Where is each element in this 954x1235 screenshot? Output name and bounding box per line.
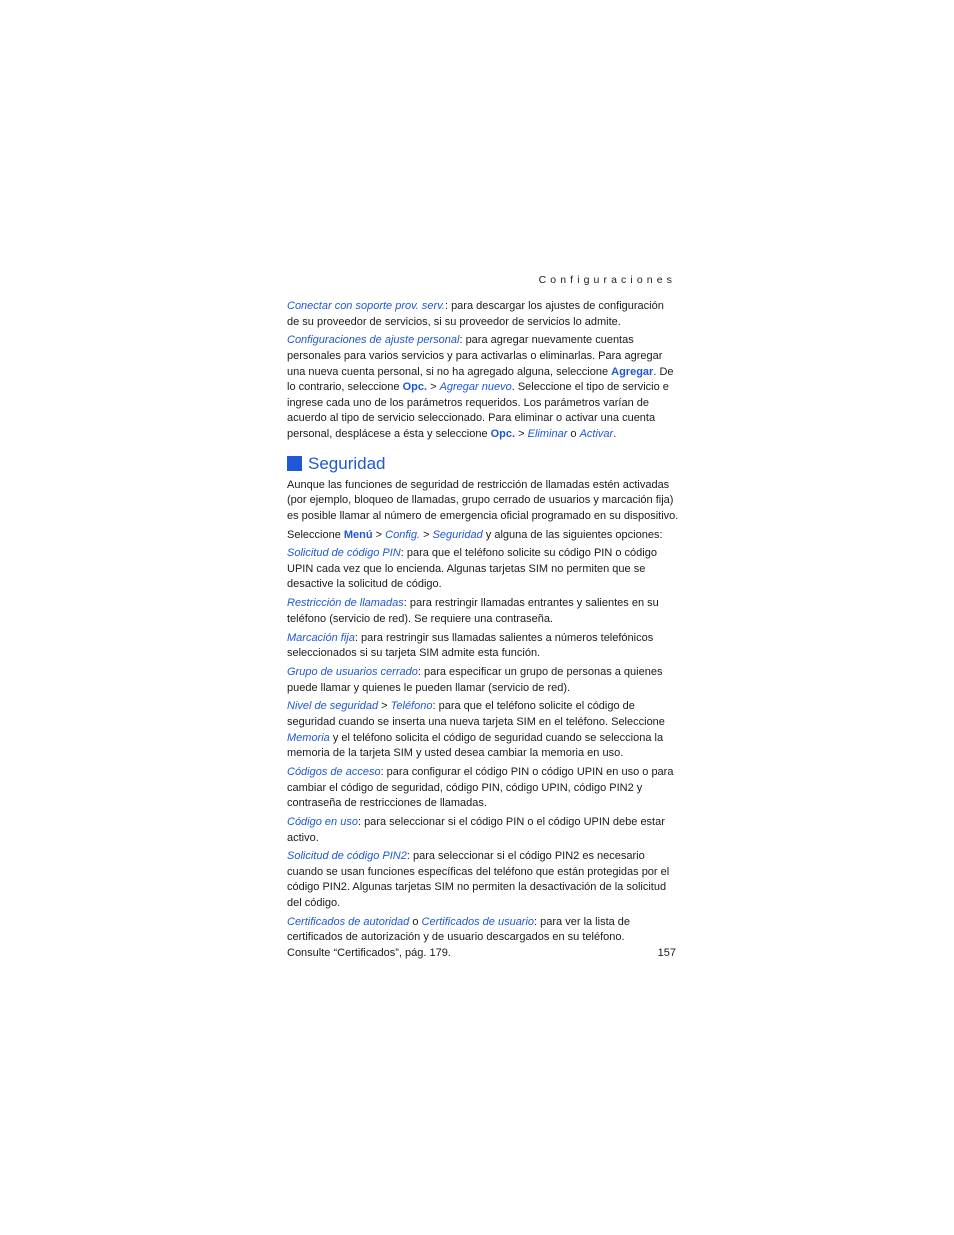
option-description: : para agregar nuevamente cuentas personales para varios servicios y para activarlas o eliminarlas. Para agregar una nueva cuenta personal, si no ha agregado alguna, seleccione: [287, 334, 663, 378]
option-grupo-usuarios: [287, 665, 679, 696]
menu-item-agregar-nuevo: Agregar nuevo: [439, 381, 512, 394]
period: .: [613, 427, 617, 440]
option-description: : para ver la lista de certificados de autorización y de usuario descargados en su teléfono.: [287, 915, 631, 944]
option-solicitud-pin2: [287, 849, 679, 911]
path-separator: >: [515, 427, 528, 440]
running-header: Configuraciones: [538, 274, 676, 286]
option-term: Marcación fija: [287, 631, 355, 644]
option-description: : para especificar un grupo de personas a quienes puede llamar y quienes le pueden llamar (servicio de red).: [287, 666, 663, 694]
menu-item-memoria: Memoria: [287, 731, 330, 744]
option-description: : para que el teléfono solicite su código PIN o código UPIN cada vez que lo encienda. Algunas tarjetas SIM no permiten que se desactive la solicitud de código.: [287, 547, 657, 591]
option-term: Códigos de acceso: [287, 765, 381, 778]
option-term: Solicitud de código PIN: [287, 547, 401, 560]
option-term: Teléfono: [390, 700, 433, 713]
path-separator: >: [420, 528, 433, 541]
conjunction: o: [567, 427, 580, 440]
option-description: y el teléfono solicita el código de seguridad cuando se selecciona la memoria de la tarjeta SIM y usted desea cambiar la memoria en uso.: [287, 731, 664, 760]
path-separator: >: [378, 700, 391, 713]
option-description: : para descargar los ajustes de configuración de su proveedor de servicios, si su proveedor de servicios lo admite.: [287, 300, 664, 328]
option-solicitud-pin: [287, 546, 679, 593]
conjunction: o: [409, 915, 422, 928]
softkey-agregar: Agregar: [611, 365, 654, 378]
option-term: Conectar con soporte prov. serv.: [287, 300, 445, 312]
path-separator: >: [372, 528, 386, 541]
option-term: Código en uso: [287, 815, 358, 828]
option-term: Nivel de seguridad: [287, 700, 379, 713]
option-marcacion-fija: [287, 631, 679, 662]
menu-item-seguridad: Seguridad: [432, 528, 483, 541]
softkey-opc: Opc.: [402, 381, 428, 394]
entry-configuraciones-personales: [287, 333, 679, 442]
option-description: : para seleccionar si el código PIN2 es necesario cuando se usan funciones específicas del teléfono que están protegidas por el código PIN2. Algunas tarjetas SIM no permiten la desactivación de la solicitud del código.: [287, 850, 670, 910]
option-description: : para que el teléfono solicite el código de seguridad cuando se inserta una nueva tarjeta SIM en el teléfono. Seleccione: [287, 700, 665, 728]
instruction-text: y alguna de las siguientes opciones:: [482, 528, 663, 541]
menu-item-eliminar: Eliminar: [527, 427, 568, 440]
section-heading: [287, 453, 679, 475]
option-description: . Seleccione el tipo de servicio e ingrese cada uno de los parámetros requeridos. Los parámetros varían de acuerdo al tipo de servicio seleccionado. Para eliminar o activar una cuenta personal, desplácese a ésta y seleccione: [287, 381, 669, 440]
menu-item-config: Config.: [385, 528, 421, 541]
square-bullet-icon: [287, 456, 302, 471]
option-term: Certificados de usuario: [421, 915, 535, 928]
option-description: : para seleccionar si el código PIN o el código UPIN debe estar activo.: [287, 815, 665, 844]
path-separator: >: [427, 381, 440, 394]
section-title: Seguridad: [308, 453, 386, 473]
option-description: : para configurar el código PIN o código UPIN en uso o para cambiar el código de seguridad, código PIN, código UPIN, código PIN2 y contraseña de restricciones de llamadas.: [287, 765, 674, 810]
softkey-menu: Menú: [343, 528, 373, 541]
option-term: Restricción de llamadas: [287, 597, 404, 610]
select-instruction: [287, 528, 679, 544]
menu-item-activar: Activar: [579, 427, 614, 440]
softkey-opc: Opc.: [490, 427, 516, 440]
option-description: : para restringir llamadas entrantes y salientes en su teléfono (servicio de red). Se requiere una contraseña.: [287, 597, 659, 625]
option-codigos-acceso: [287, 765, 679, 812]
page-number: 157: [657, 947, 676, 959]
instruction-text: Seleccione: [287, 528, 344, 541]
option-description: : para restringir sus llamadas salientes a números telefónicos seleccionados si su tarjeta SIM admite esta función.: [287, 631, 654, 660]
option-nivel-seguridad: [287, 699, 679, 761]
option-codigo-en-uso: [287, 815, 679, 846]
option-term: Solicitud de código PIN2: [287, 850, 407, 863]
page-content: [287, 299, 679, 965]
option-term: Certificados de autoridad: [287, 915, 410, 928]
option-description: . De lo contrario, seleccione: [287, 365, 674, 394]
option-term: Grupo de usuarios cerrado: [287, 666, 418, 678]
entry-conectar-soporte: [287, 299, 679, 330]
option-restriccion-llamadas: [287, 596, 679, 627]
cross-reference: Consulte “Certificados”, pág. 179.: [287, 947, 451, 960]
security-intro: Aunque las funciones de seguridad de restricción de llamadas estén activadas (por ejemplo, bloqueo de llamadas, grupo cerrado de usuarios y marcación fija) es posible llamar al número de emergencia oficial programado en su dispositivo.: [287, 478, 679, 522]
option-term: Configuraciones de ajuste personal: [287, 334, 460, 347]
